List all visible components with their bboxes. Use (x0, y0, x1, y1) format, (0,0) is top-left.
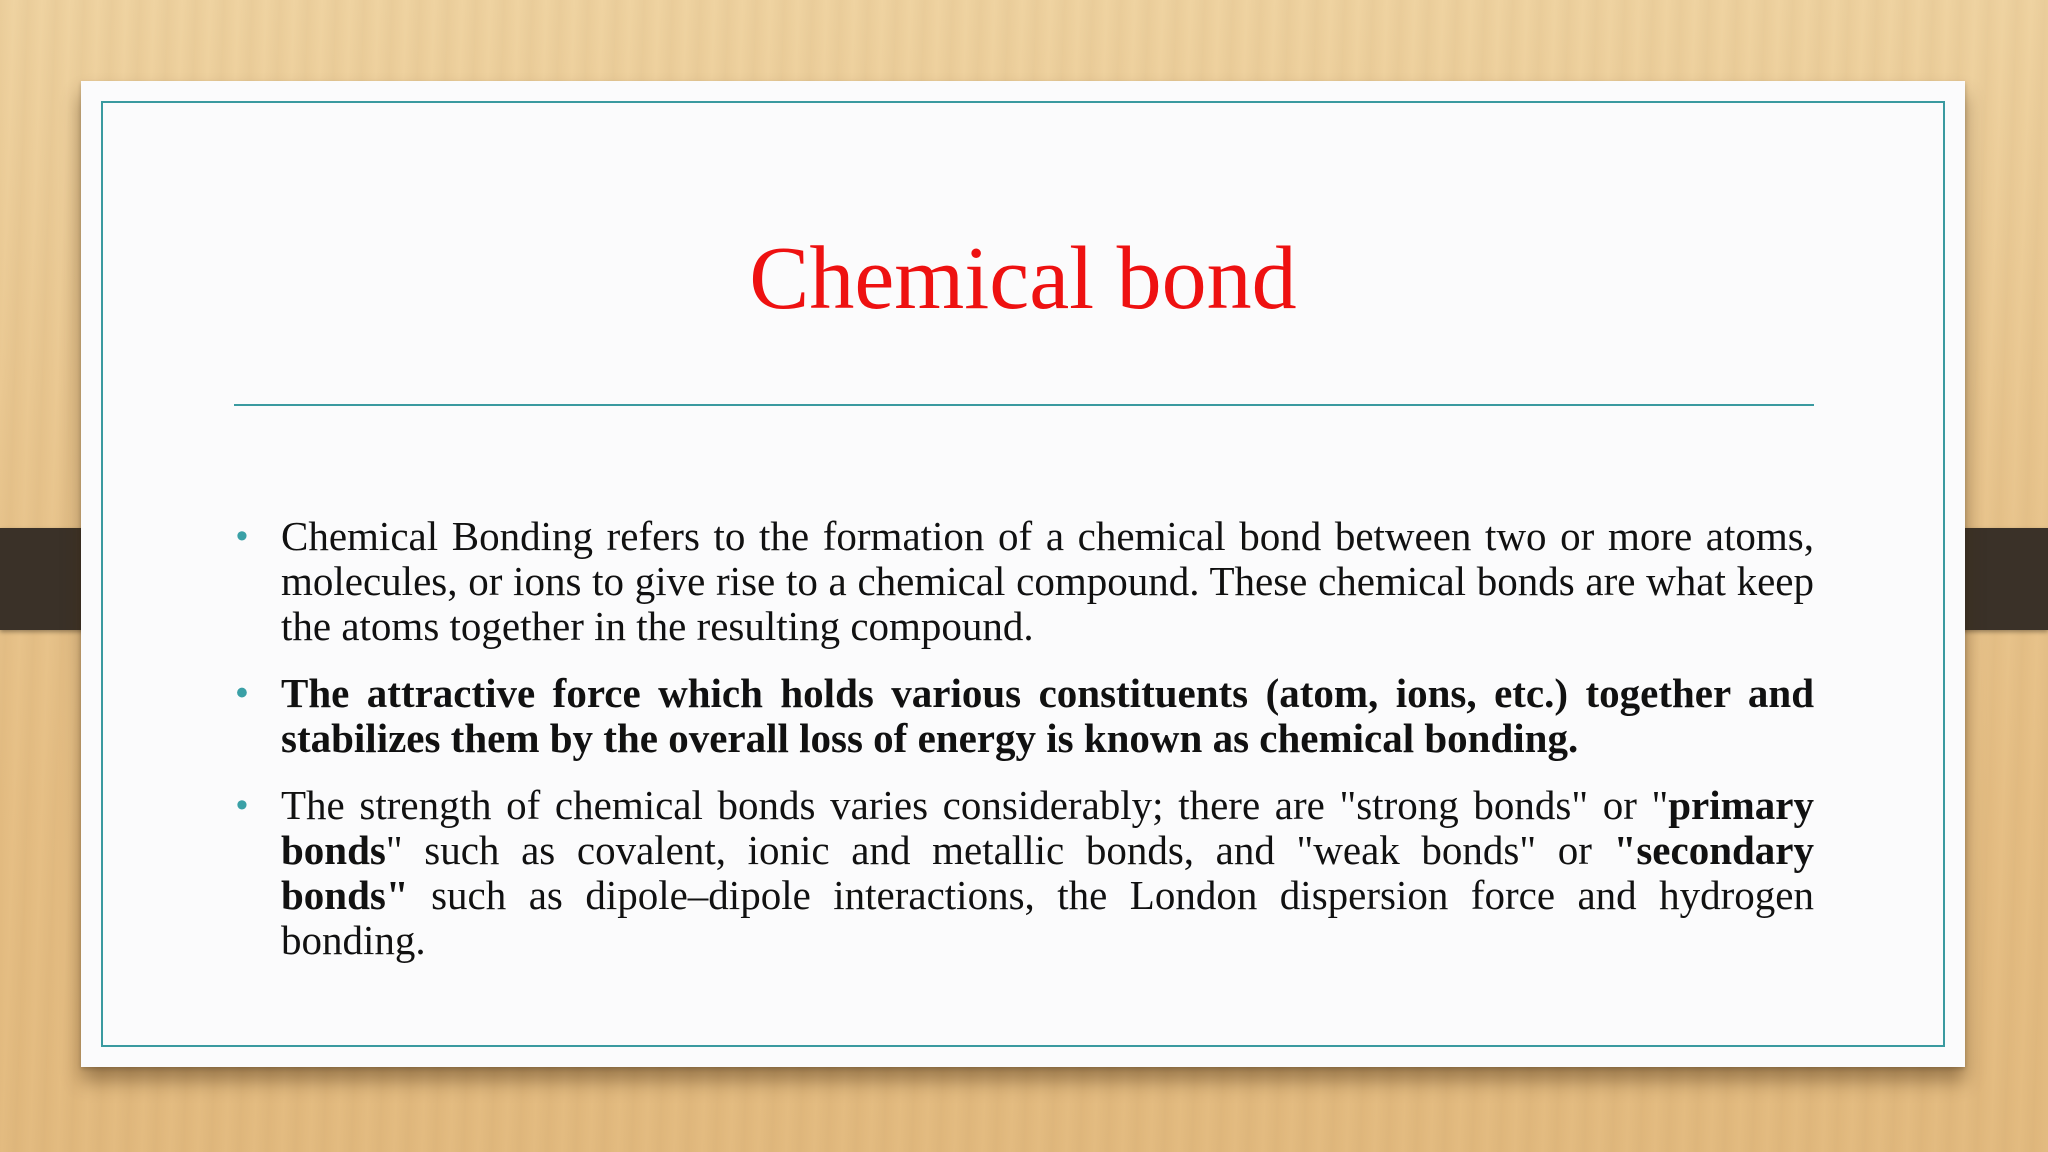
bullet-text: The attractive force which holds various constituents (atom, ions, etc.) together and stabilizes them by the overall loss of energy is known as chemical bonding. (281, 670, 1814, 761)
slide (81, 81, 1965, 1067)
slide-title: Chemical bond (749, 229, 1297, 328)
primary-bonds-term: primary bonds (281, 782, 1814, 873)
bullet-item-bond-strength (234, 783, 1814, 963)
bullet-dot-icon: • (236, 517, 248, 555)
title-divider (234, 404, 1814, 406)
bullet-list (234, 514, 1814, 985)
bullet-text-part1: The strength of chemical bonds varies considerably; there are "strong bonds" or " (281, 782, 1669, 828)
bullet-item-attractive-force (234, 671, 1814, 761)
bullet-dot-icon: • (236, 674, 248, 712)
bullet-text-part2: " such as covalent, ionic and metallic bonds, and "weak bonds" or (385, 827, 1614, 873)
secondary-bonds-term: "secondary bonds" (281, 827, 1814, 918)
bullet-text: Chemical Bonding refers to the formation of a chemical bond between two or more atoms, molecules, or ions to give rise to a chemical compound. These chemical bonds are what keep the atoms together in the resulting compound. (281, 513, 1814, 649)
bullet-text-part3: such as dipole–dipole interactions, the London dispersion force and hydrogen bonding. (281, 872, 1814, 963)
bullet-item-definition (234, 514, 1814, 649)
bullet-dot-icon: • (236, 786, 248, 824)
